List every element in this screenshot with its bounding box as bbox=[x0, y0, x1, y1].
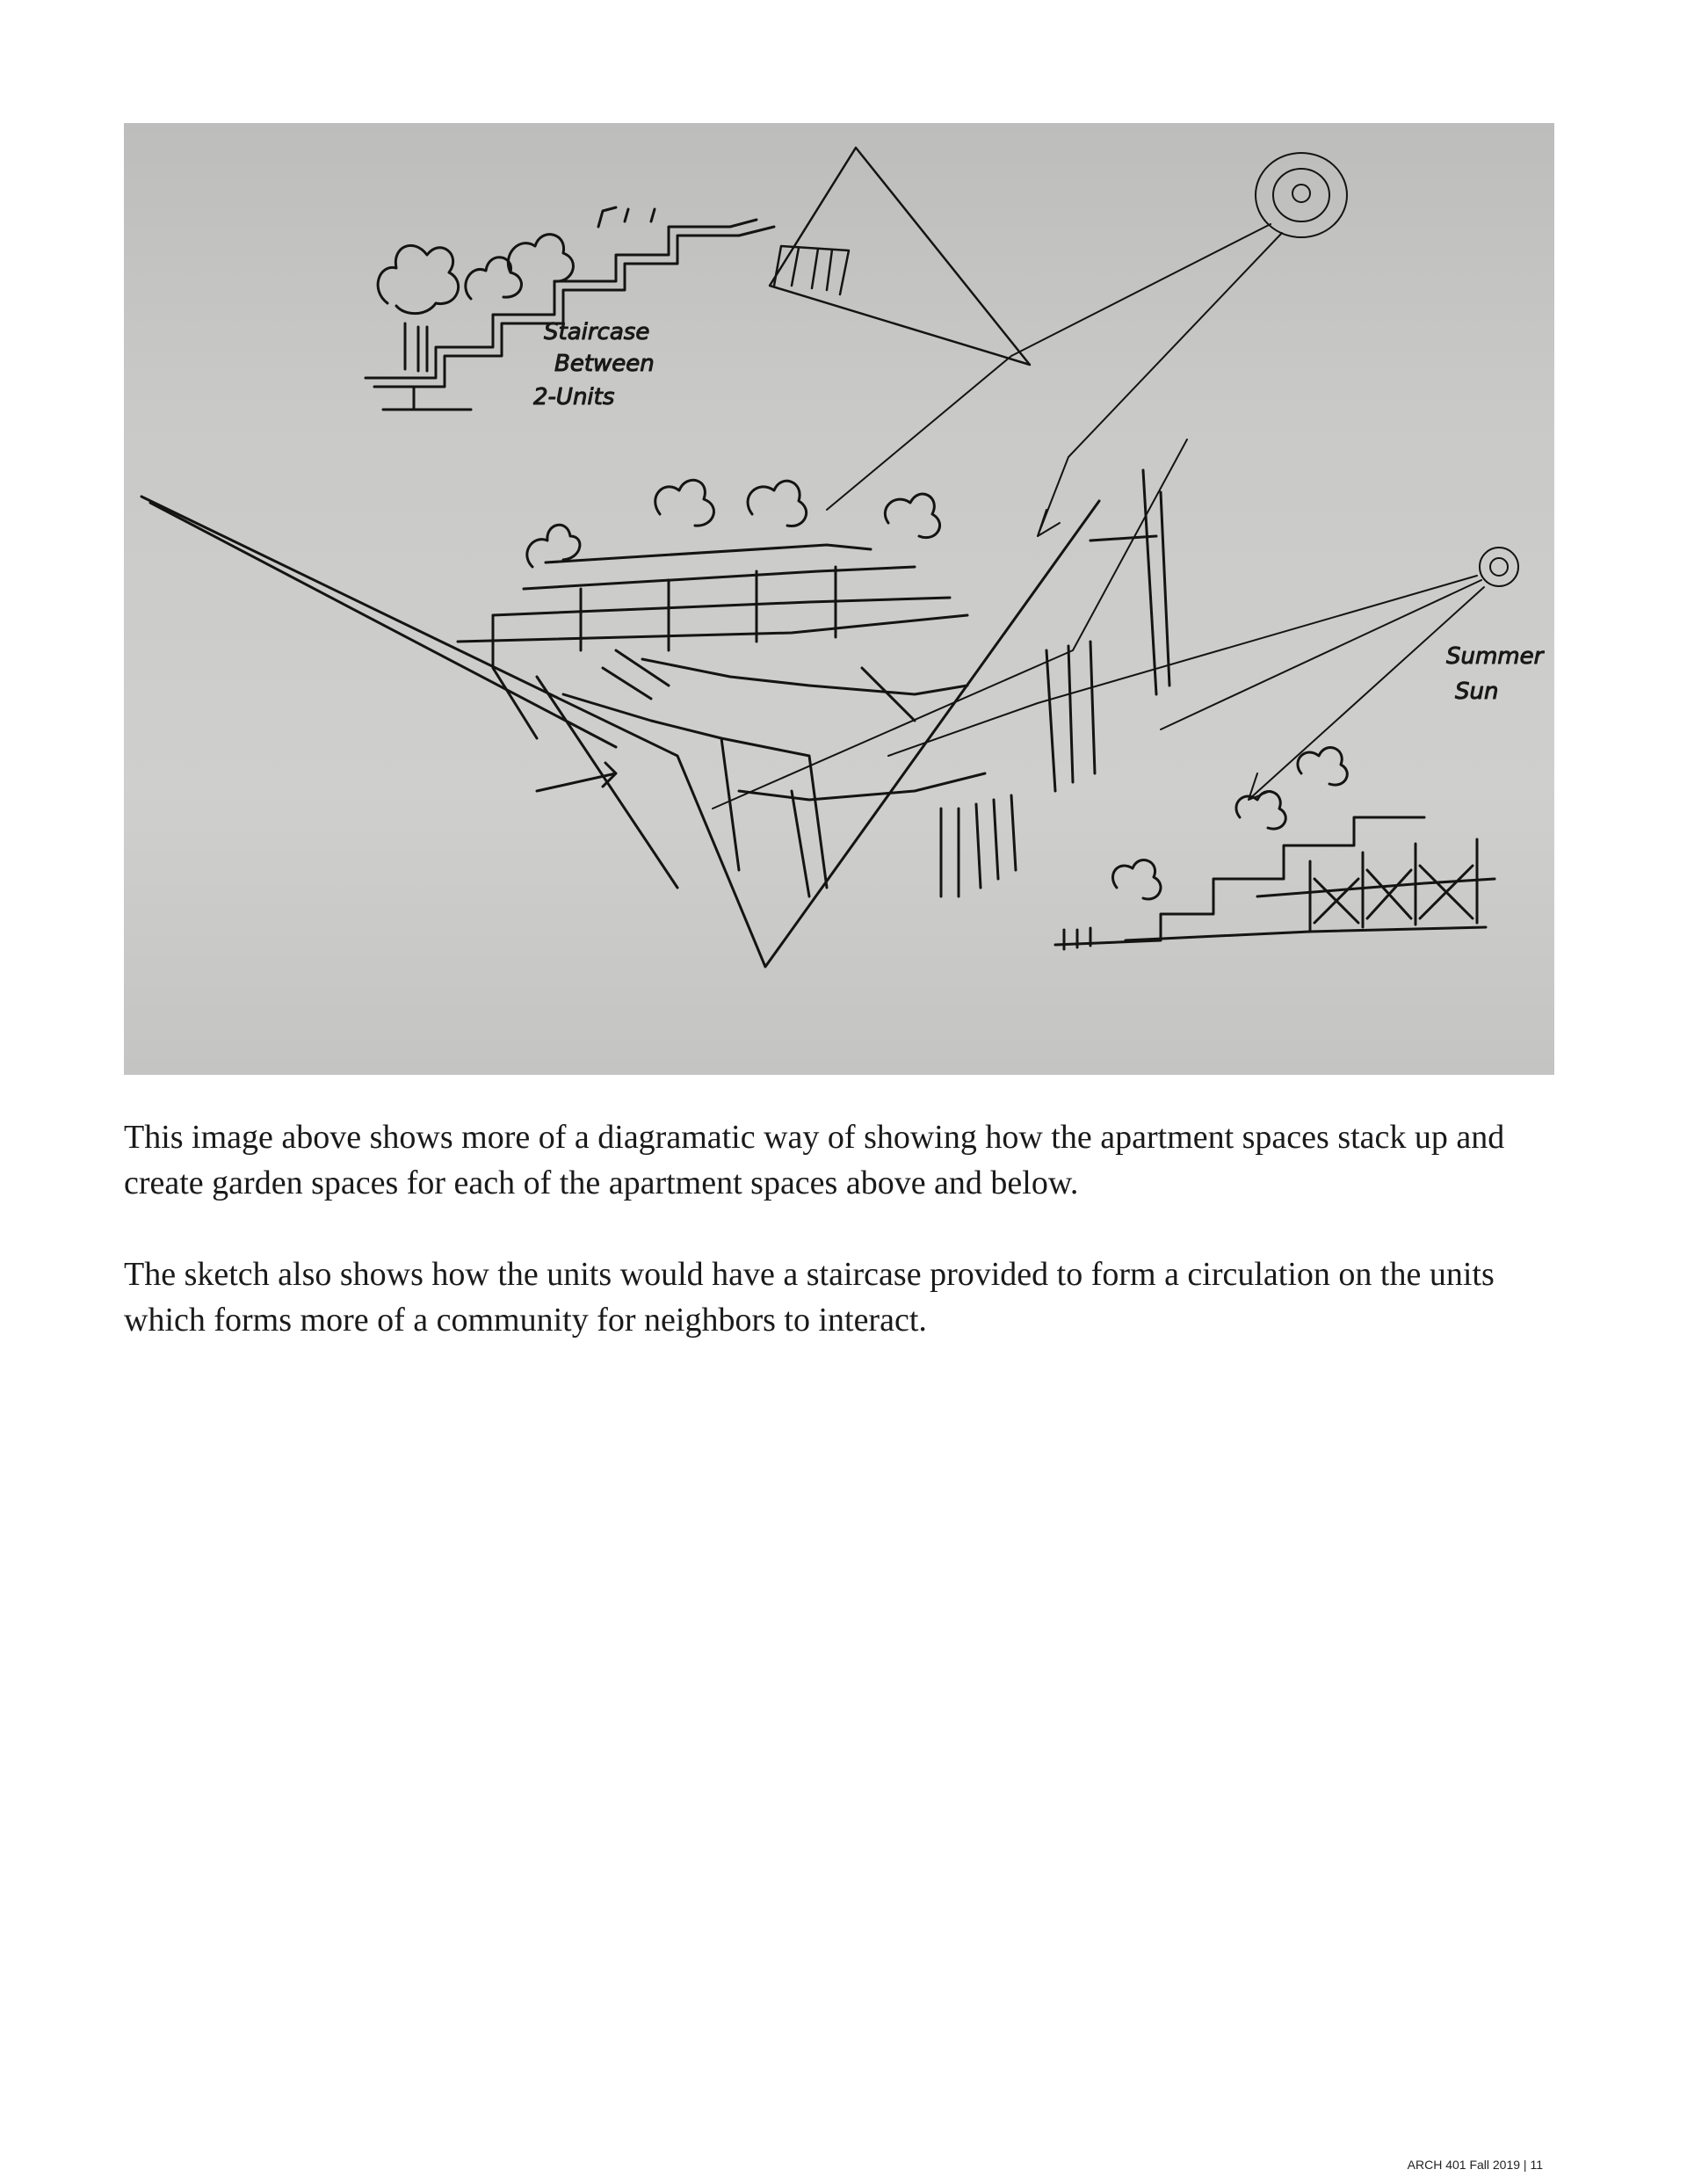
triangle-sketch bbox=[770, 148, 1030, 365]
hand-sketch bbox=[124, 123, 1554, 1075]
staircase-note-line1: Staircase bbox=[544, 319, 650, 345]
terraced-apartments-sketch bbox=[141, 470, 1169, 967]
winter-sun-sketch bbox=[713, 153, 1347, 809]
summer-sun-sketch bbox=[888, 548, 1518, 800]
body-paragraph-2: The sketch also shows how the units would have a staircase provided to form a circulation on the units which forms more of a community for neighbors to interact. bbox=[124, 1256, 1495, 1339]
body-paragraph-1: This image above shows more of a diagramatic way of showing how the apartment spaces stack up and create garden spaces for each of the apartment spaces above and below. bbox=[124, 1119, 1505, 1201]
sketch-photo bbox=[124, 123, 1554, 1075]
section-sketch bbox=[1055, 748, 1495, 949]
staircase-sketch bbox=[366, 207, 774, 410]
summer-note-line2: Sun bbox=[1455, 678, 1499, 705]
staircase-note-line2: Between bbox=[554, 351, 655, 377]
page-footer: ARCH 401 Fall 2019 | 11 bbox=[1407, 2158, 1543, 2172]
summer-note-line1: Summer bbox=[1446, 643, 1544, 670]
staircase-note-line3: 2-Units bbox=[533, 384, 615, 410]
